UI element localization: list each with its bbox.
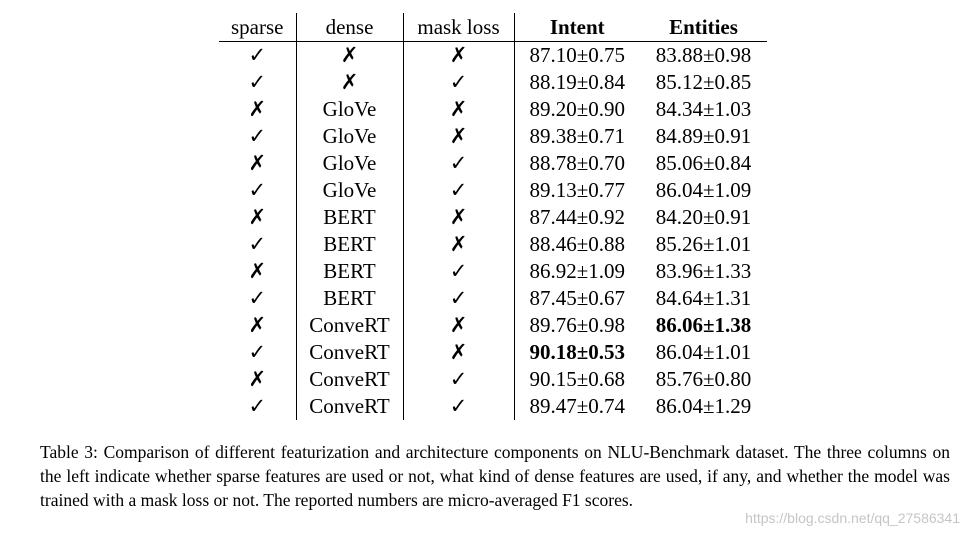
table-row	[219, 69, 767, 96]
table-row	[219, 312, 767, 339]
cell-intent: 89.13±0.77	[529, 178, 626, 202]
cell-sparse: ✓	[219, 42, 296, 70]
cell-intent: 90.18±0.53	[529, 340, 626, 364]
cell-mask-loss: ✗	[403, 312, 514, 339]
cell-sparse: ✗	[219, 366, 296, 393]
cell-entities: 84.64±1.31	[655, 286, 752, 310]
table-row	[219, 285, 767, 312]
cell-mask-loss: ✗	[403, 42, 514, 70]
cell-entities: 85.76±0.80	[655, 367, 752, 391]
cell-intent: 88.19±0.84	[529, 70, 626, 94]
cell-dense: BERT	[296, 258, 403, 285]
cell-intent: 89.47±0.74	[529, 394, 626, 418]
header-dense: dense	[296, 13, 403, 42]
cell-sparse: ✓	[219, 69, 296, 96]
table-row	[219, 393, 767, 420]
cell-mask-loss: ✓	[403, 285, 514, 312]
table-row	[219, 177, 767, 204]
cell-dense: GloVe	[296, 123, 403, 150]
table-body	[219, 42, 767, 421]
cell-sparse: ✓	[219, 177, 296, 204]
cell-mask-loss: ✓	[403, 393, 514, 420]
cell-sparse: ✓	[219, 123, 296, 150]
cell-sparse: ✗	[219, 204, 296, 231]
cell-intent: 87.45±0.67	[529, 286, 626, 310]
table-caption: Table 3: Comparison of different featurization and architecture components on NLU-Benchmark dataset. The three columns on the left indicate whether sparse features are used or not, what kind of dense features are used, if any, and whether the model was trained with a mask loss or not. The reported numbers are micro-averaged F1 scores.	[40, 442, 950, 510]
cell-dense: BERT	[296, 231, 403, 258]
cell-intent: 88.46±0.88	[529, 232, 626, 256]
cell-intent: 87.44±0.92	[529, 205, 626, 229]
table-row	[219, 42, 767, 70]
cell-entities: 86.04±1.09	[655, 178, 752, 202]
cell-entities: 84.89±0.91	[655, 124, 752, 148]
cell-dense: ConveRT	[296, 366, 403, 393]
cell-entities: 85.12±0.85	[655, 70, 752, 94]
cell-sparse: ✓	[219, 339, 296, 366]
cell-entities: 83.96±1.33	[655, 259, 752, 283]
cell-sparse: ✓	[219, 231, 296, 258]
table-row	[219, 231, 767, 258]
table-row	[219, 204, 767, 231]
header-entities: Entities	[640, 13, 767, 42]
header-sparse: sparse	[219, 13, 296, 42]
table-row	[219, 123, 767, 150]
cell-entities: 86.04±1.01	[655, 340, 752, 364]
cell-mask-loss: ✗	[403, 123, 514, 150]
cell-dense: GloVe	[296, 150, 403, 177]
cell-intent: 89.38±0.71	[529, 124, 626, 148]
cell-entities: 85.26±1.01	[655, 232, 752, 256]
cell-mask-loss: ✓	[403, 177, 514, 204]
cell-dense: ConveRT	[296, 312, 403, 339]
table-row	[219, 150, 767, 177]
cell-sparse: ✗	[219, 312, 296, 339]
cell-intent: 87.10±0.75	[529, 43, 626, 67]
header-row	[219, 13, 767, 42]
cell-dense: ✗	[296, 69, 403, 96]
watermark: https://blog.csdn.net/qq_27586341	[745, 510, 960, 526]
header-intent: Intent	[514, 13, 640, 42]
table-row	[219, 96, 767, 123]
header-mask-loss: mask loss	[403, 13, 514, 42]
cell-sparse: ✓	[219, 285, 296, 312]
cell-mask-loss: ✓	[403, 258, 514, 285]
cell-entities: 84.20±0.91	[655, 205, 752, 229]
cell-entities: 86.06±1.38	[655, 313, 752, 337]
cell-dense: ConveRT	[296, 393, 403, 420]
cell-dense: GloVe	[296, 96, 403, 123]
cell-intent: 89.76±0.98	[529, 313, 626, 337]
cell-sparse: ✓	[219, 393, 296, 420]
cell-intent: 88.78±0.70	[529, 151, 626, 175]
cell-dense: ConveRT	[296, 339, 403, 366]
cell-sparse: ✗	[219, 96, 296, 123]
cell-mask-loss: ✗	[403, 204, 514, 231]
cell-entities: 85.06±0.84	[655, 151, 752, 175]
cell-mask-loss: ✓	[403, 150, 514, 177]
cell-mask-loss: ✓	[403, 69, 514, 96]
cell-dense: ✗	[296, 42, 403, 70]
cell-intent: 89.20±0.90	[529, 97, 626, 121]
cell-sparse: ✗	[219, 150, 296, 177]
cell-sparse: ✗	[219, 258, 296, 285]
table-row	[219, 339, 767, 366]
cell-mask-loss: ✓	[403, 366, 514, 393]
cell-dense: GloVe	[296, 177, 403, 204]
cell-mask-loss: ✗	[403, 96, 514, 123]
cell-intent: 90.15±0.68	[529, 367, 626, 391]
cell-entities: 86.04±1.29	[655, 394, 752, 418]
table-row	[219, 366, 767, 393]
cell-entities: 83.88±0.98	[655, 43, 752, 67]
cell-entities: 84.34±1.03	[655, 97, 752, 121]
results-table	[219, 13, 767, 420]
table-row	[219, 258, 767, 285]
cell-mask-loss: ✗	[403, 339, 514, 366]
cell-dense: BERT	[296, 285, 403, 312]
cell-dense: BERT	[296, 204, 403, 231]
cell-mask-loss: ✗	[403, 231, 514, 258]
cell-intent: 86.92±1.09	[529, 259, 626, 283]
